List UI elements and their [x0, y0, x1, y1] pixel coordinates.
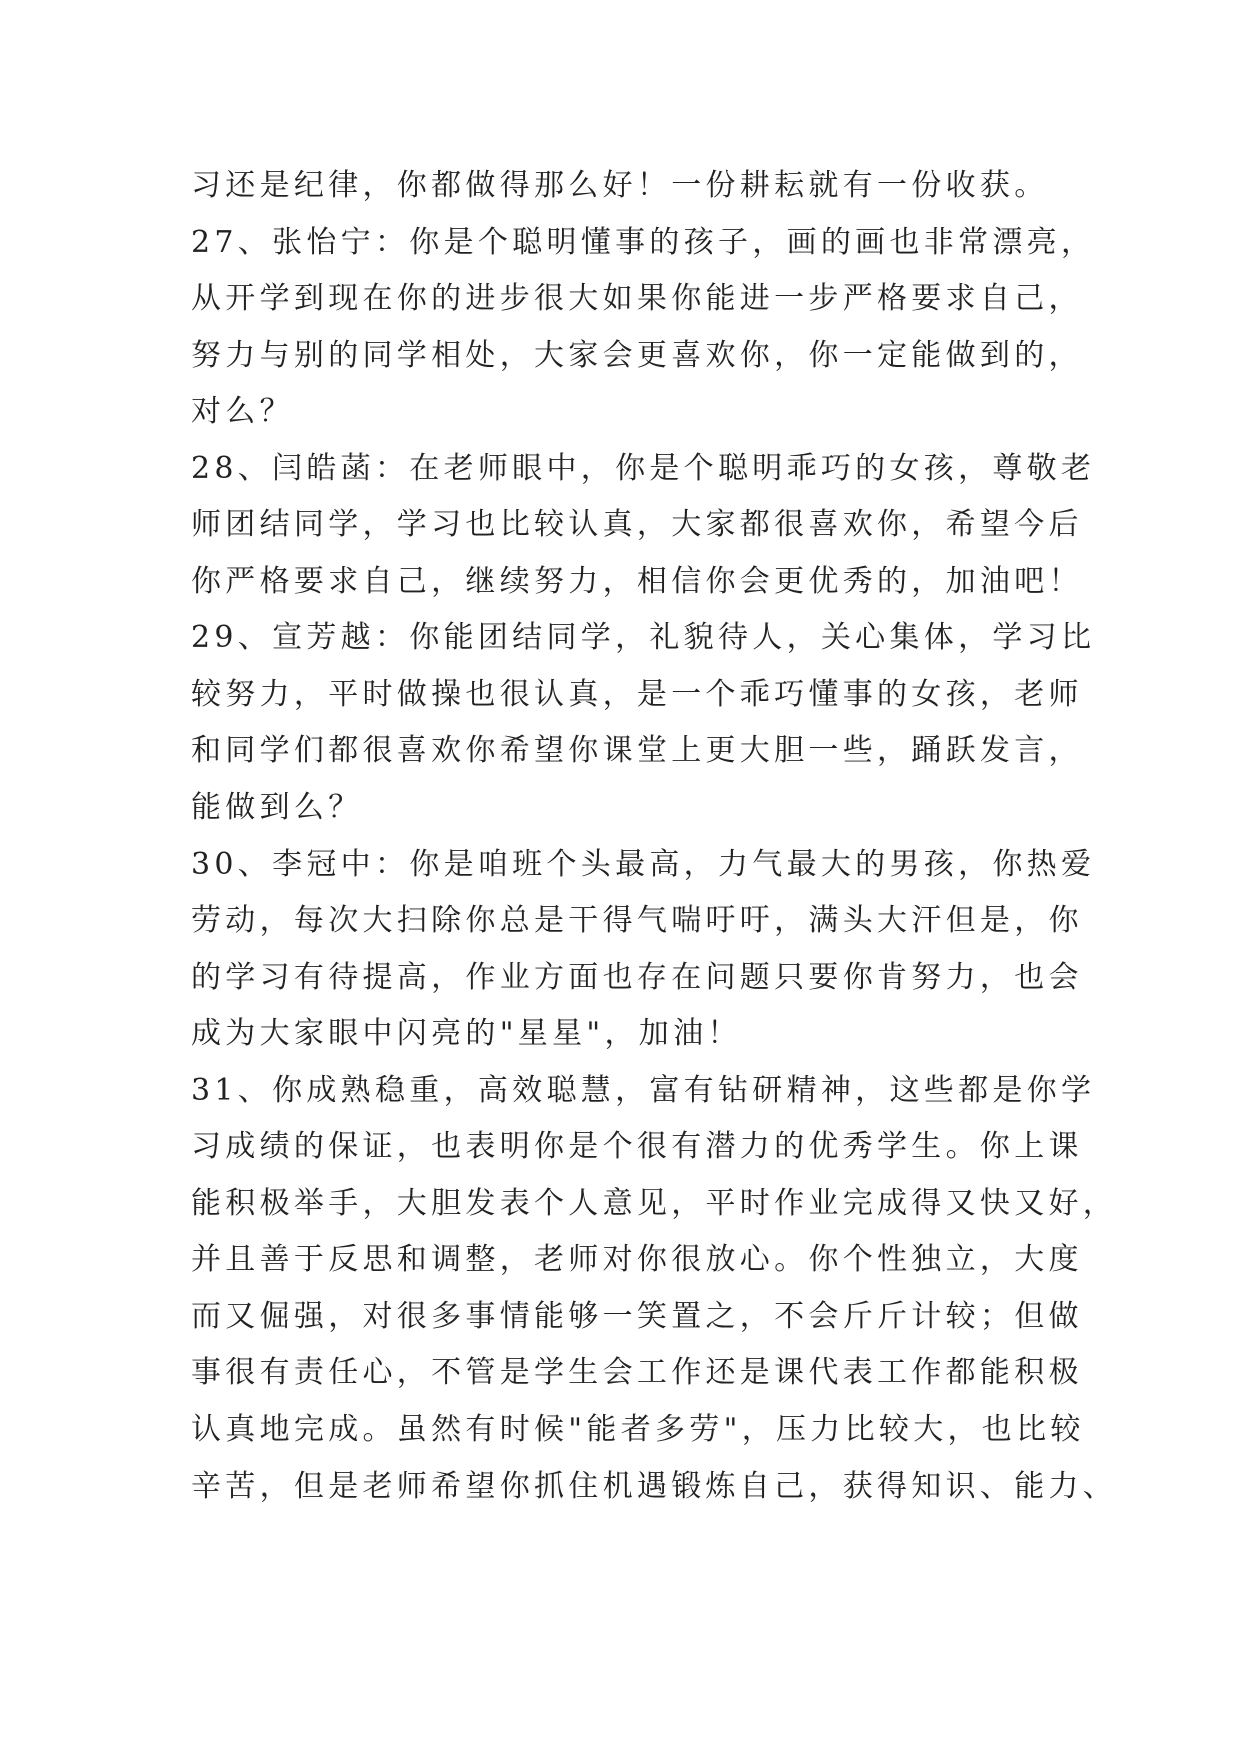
- text-line: 劳动，每次大扫除你总是干得气喘吁吁，满头大汗但是，你: [191, 903, 1083, 939]
- text-line: 29、宣芳越：你能团结同学，礼貌待人，关心集体，学习比: [191, 620, 1096, 656]
- text-line: 认真地完成。虽然有时候"能者多劳"，压力比较大，也比较: [191, 1412, 1085, 1448]
- text-line: 28、闫皓菡：在老师眼中，你是个聪明乖巧的女孩，尊敬老: [191, 450, 1096, 486]
- text-line: 能做到么？: [191, 790, 363, 826]
- text-line: 师团结同学，学习也比较认真，大家都很喜欢你，希望今后: [191, 507, 1083, 543]
- text-line: 从开学到现在你的进步很大如果你能进一步严格要求自己，: [191, 281, 1083, 317]
- text-line: 事很有责任心，不管是学生会工作还是课代表工作都能积极: [191, 1355, 1083, 1391]
- text-line: 习还是纪律，你都做得那么好！一份耕耘就有一份收获。: [191, 168, 1049, 203]
- text-line: 27、张怡宁：你是个聪明懂事的孩子，画的画也非常漂亮，: [191, 224, 1096, 260]
- text-line: 成为大家眼中闪亮的"星星"，加油！: [191, 1016, 742, 1052]
- text-line: 较努力，平时做操也很认真，是一个乖巧懂事的女孩，老师: [191, 676, 1083, 712]
- text-line: 努力与别的同学相处，大家会更喜欢你，你一定能做到的，: [191, 337, 1083, 373]
- comment-text-body: [191, 158, 1118, 1515]
- text-line: 30、李冠中：你是咱班个头最高，力气最大的男孩，你热爱: [191, 846, 1096, 882]
- text-line: 辛苦，但是老师希望你抓住机遇锻炼自己，获得知识、能力、: [191, 1468, 1118, 1504]
- text-line: 并且善于反思和调整，老师对你很放心。你个性独立，大度: [191, 1242, 1083, 1278]
- text-line: 的学习有待提高，作业方面也存在问题只要你肯努力，也会: [191, 959, 1083, 995]
- text-line: 对么？: [191, 394, 294, 430]
- text-line: 31、你成熟稳重，高效聪慧，富有钻研精神，这些都是你学: [191, 1072, 1096, 1108]
- text-line: 能积极举手，大胆发表个人意见，平时作业完成得又快又好，: [191, 1185, 1118, 1221]
- text-line: 和同学们都很喜欢你希望你课堂上更大胆一些，踊跃发言，: [191, 733, 1083, 769]
- text-line: 你严格要求自己，继续努力，相信你会更优秀的，加油吧！: [191, 563, 1083, 599]
- text-line: 习成绩的保证，也表明你是个很有潜力的优秀学生。你上课: [191, 1129, 1083, 1165]
- text-line: 而又倔强，对很多事情能够一笑置之，不会斤斤计较；但做: [191, 1298, 1083, 1334]
